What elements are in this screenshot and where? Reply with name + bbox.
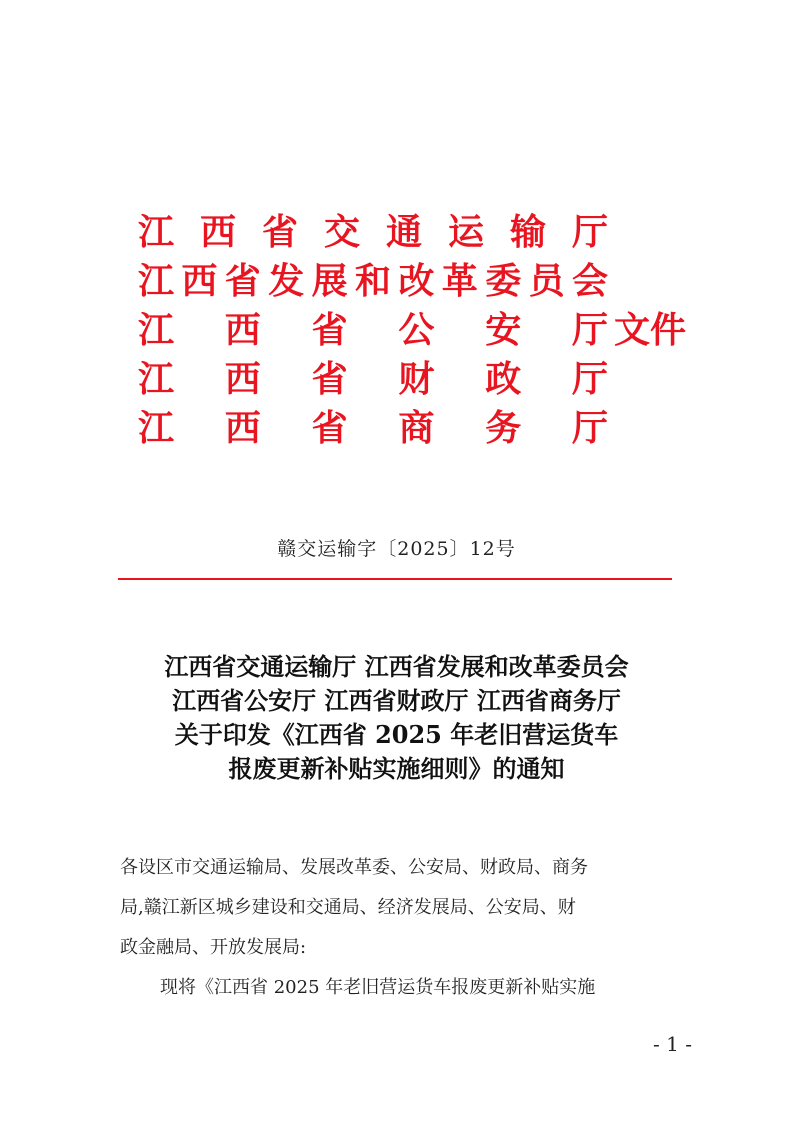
title-line: 江西省公安厅 江西省财政厅 江西省商务厅 (172, 686, 621, 715)
org-name (138, 210, 608, 254)
recipient-line: 局,赣江新区城乡建设和交通局、经济发展局、公安局、财 (120, 897, 576, 918)
org-name-char: 厅 (572, 407, 609, 449)
org-name-char: 务 (485, 407, 522, 449)
org-name-char: 省 (224, 260, 261, 302)
org-name (138, 308, 608, 352)
org-name-char: 江 (138, 211, 175, 253)
org-name-char: 西 (224, 407, 261, 449)
paragraph-line: 现将《江西省 2025 年老旧营运货车报废更新补贴实施 (160, 977, 596, 998)
org-name-char: 西 (181, 260, 218, 302)
title-line: 报废更新补贴实施细则》的通知 (228, 754, 565, 783)
notice-title (0, 650, 793, 786)
org-name (138, 357, 608, 401)
org-name-char: 交 (324, 211, 361, 253)
org-name-char: 江 (138, 260, 175, 302)
org-name-char: 员 (528, 260, 565, 302)
page-number: - 1 - (653, 1032, 692, 1056)
org-name (138, 259, 608, 303)
org-name-char: 财 (398, 358, 435, 400)
recipient-line: 政金融局、开放发展局: (120, 937, 307, 958)
body-text (120, 848, 680, 1008)
org-name-char: 通 (386, 211, 423, 253)
org-name-char: 安 (485, 309, 522, 351)
org-name-char: 运 (448, 211, 485, 253)
org-name-char: 发 (268, 260, 305, 302)
org-name-char: 江 (138, 358, 175, 400)
title-line: 江西省交通运输厅 江西省发展和改革委员会 (164, 652, 629, 681)
org-name-char: 政 (485, 358, 522, 400)
org-name-char: 省 (311, 407, 348, 449)
org-name-char: 江 (138, 407, 175, 449)
org-name-char: 省 (262, 211, 299, 253)
org-name-char: 西 (224, 309, 261, 351)
org-name-char: 厅 (572, 358, 609, 400)
org-name-char: 商 (398, 407, 435, 449)
org-name-char: 输 (510, 211, 547, 253)
recipient-line: 各设区市交通运输局、发展改革委、公安局、财政局、商务 (120, 857, 588, 878)
org-name-char: 省 (311, 309, 348, 351)
document-number: 赣交运输字〔2025〕12号 (277, 538, 516, 560)
org-name-char: 改 (398, 260, 435, 302)
org-name-char: 厅 (572, 309, 609, 351)
org-name-char: 委 (485, 260, 522, 302)
org-name-char: 革 (441, 260, 478, 302)
org-name-char: 厅 (572, 211, 609, 253)
document-suffix: 文件 (614, 309, 687, 351)
title-line: 关于印发《江西省 2025 年老旧营运货车 (174, 720, 619, 749)
red-divider (118, 578, 672, 580)
org-name-char: 西 (224, 358, 261, 400)
org-name-char: 省 (311, 358, 348, 400)
org-name-char: 公 (398, 309, 435, 351)
org-name-char: 西 (200, 211, 237, 253)
org-name-char: 会 (572, 260, 609, 302)
org-name-char: 展 (311, 260, 348, 302)
org-name (138, 406, 608, 450)
org-name-char: 和 (355, 260, 392, 302)
org-name-char: 江 (138, 309, 175, 351)
